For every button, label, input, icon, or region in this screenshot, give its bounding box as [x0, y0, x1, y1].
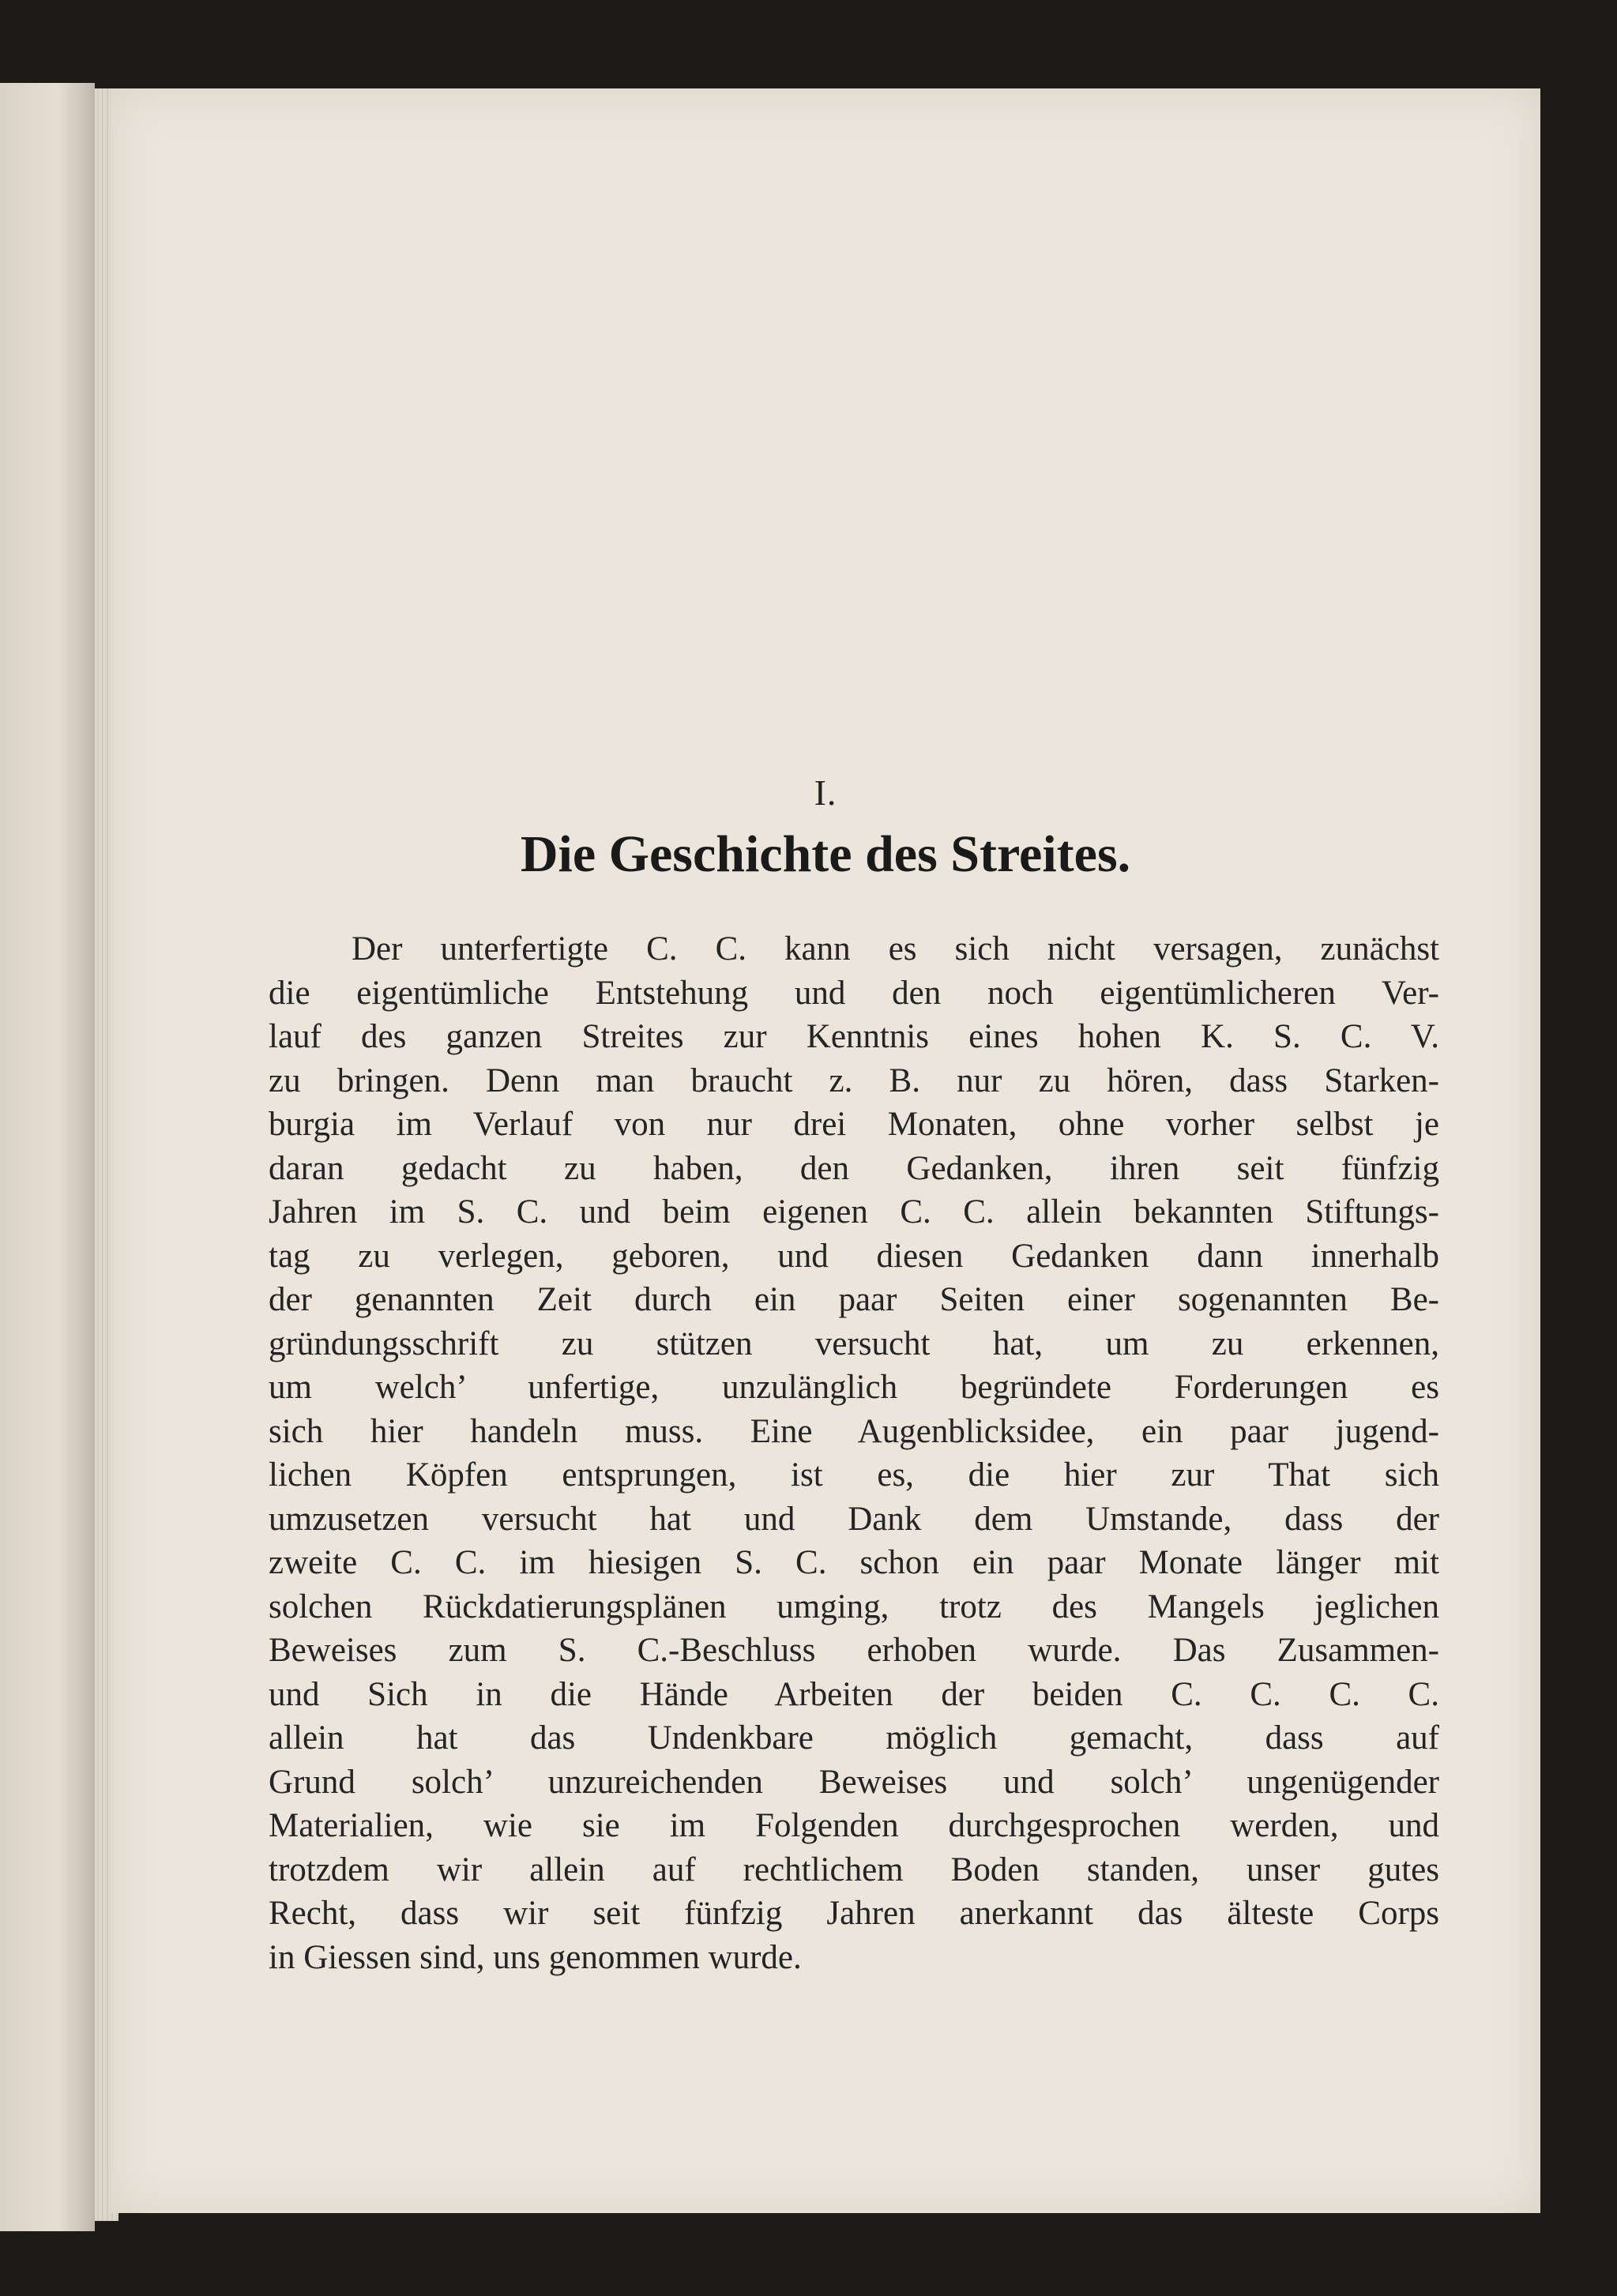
- text-line: in Giessen sind, uns genommen wurde.: [269, 1938, 802, 1976]
- text-line: Recht, dass wir seit fünfzig Jahren anerkannt das älteste Corps: [269, 1895, 1439, 1932]
- text-line: Materialien, wie sie im Folgenden durchgesprochen werden, und: [269, 1807, 1439, 1844]
- text-line: daran gedacht zu haben, den Gedanken, ihren seit fünfzig: [269, 1149, 1439, 1187]
- text-line: burgia im Verlauf von nur drei Monaten, ohne vorher selbst je: [269, 1106, 1439, 1143]
- text-line: Grund solch’ unzureichenden Beweises und solch’ ungenügender: [269, 1763, 1439, 1801]
- text-line: allein hat das Undenkbare möglich gemacht, dass auf: [269, 1719, 1439, 1757]
- text-line: um welch’ unfertige, unzulänglich begründete Forderungen es: [269, 1369, 1439, 1406]
- chapter-title: Die Geschichte des Streites.: [520, 825, 1131, 883]
- text-line: zu bringen. Denn man braucht z. B. nur zu hören, dass Starken-: [269, 1062, 1439, 1099]
- text-line: sich hier handeln muss. Eine Augenblicksidee, ein paar jugend-: [269, 1412, 1439, 1450]
- text-line: gründungsschrift zu stützen versucht hat, um zu erkennen,: [269, 1325, 1439, 1362]
- body-paragraph: [269, 927, 1439, 1979]
- text-line: trotzdem wir allein auf rechtlichem Boden standen, unser gutes: [269, 1851, 1439, 1888]
- text-line: Beweises zum S. C.-Beschluss erhoben wurde. Das Zusammen-: [269, 1632, 1439, 1669]
- text-line: solchen Rückdatierungsplänen umging, trotz des Mangels jeglichen: [269, 1588, 1439, 1625]
- chapter-number: I.: [814, 772, 837, 813]
- text-line: tag zu verlegen, geboren, und diesen Gedanken dann innerhalb: [269, 1237, 1439, 1275]
- text-line: lichen Köpfen entsprungen, ist es, die hier zur That sich: [269, 1456, 1439, 1494]
- text-line: lauf des ganzen Streites zur Kenntnis eines hohen K. S. C. V.: [269, 1018, 1439, 1055]
- text-line: und Sich in die Hände Arbeiten der beiden C. C. C. C.: [269, 1675, 1439, 1713]
- book-page: [111, 88, 1540, 2213]
- text-line: Der unterfertigte C. C. kann es sich nicht versagen, zunächst: [352, 930, 1439, 968]
- text-line: die eigentümliche Entstehung und den noch eigentümlicheren Ver-: [269, 974, 1439, 1012]
- text-line: der genannten Zeit durch ein paar Seiten einer sogenannten Be-: [269, 1281, 1439, 1318]
- text-line: Jahren im S. C. und beim eigenen C. C. allein bekannten Stiftungs-: [269, 1193, 1439, 1231]
- facing-page-edge: [0, 83, 95, 2231]
- text-line: zweite C. C. im hiesigen S. C. schon ein paar Monate länger mit: [269, 1544, 1439, 1581]
- text-line: umzusetzen versucht hat und Dank dem Umstande, dass der: [269, 1500, 1439, 1538]
